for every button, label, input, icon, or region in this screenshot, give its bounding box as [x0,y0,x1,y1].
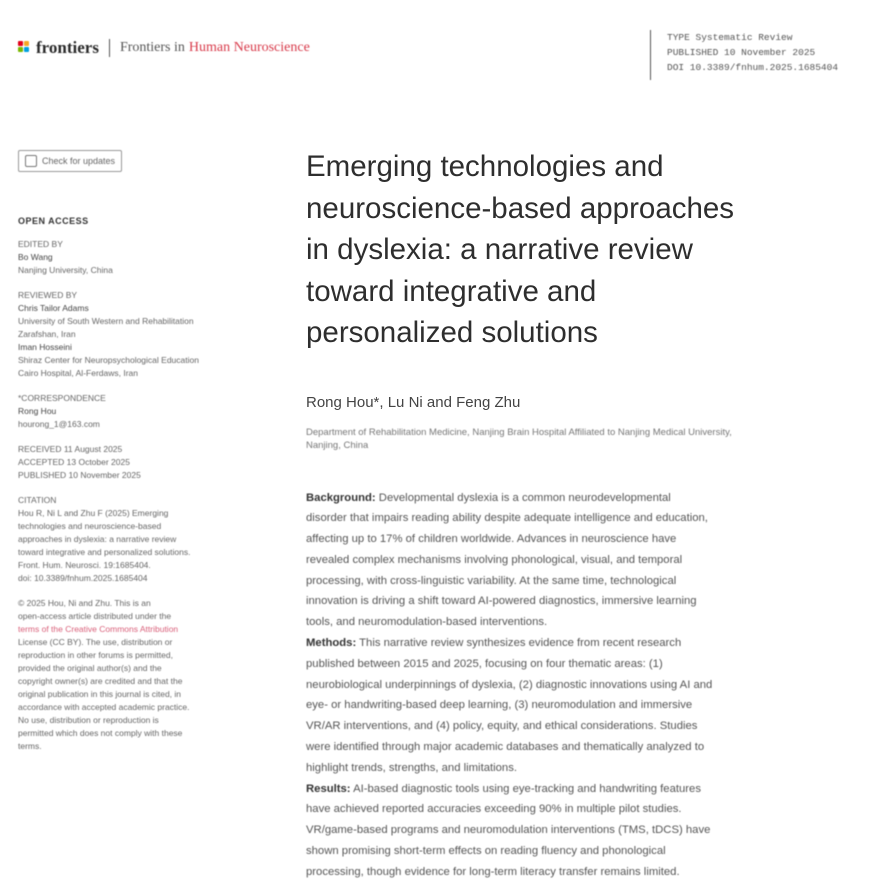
side-line: Iman Hosseini [18,342,72,352]
abstract-text: AI-based diagnostic tools using eye-tracking and handwriting features [350,782,701,795]
side-line: accordance with accepted academic practice. [18,702,190,712]
abstract-line [306,841,856,862]
article-doi[interactable]: DOI 10.3389/fnhum.2025.1685404 [667,62,839,73]
abstract-section-heading: Results: [306,782,351,795]
abstract-text: innovation is driving a shift toward AI-powered diagnostics, immersive learning [306,595,697,608]
article-type: TYPE Systematic Review [667,32,793,43]
side-line: copyright owner(s) are credited and that the [18,676,183,686]
abstract-section-heading: Methods: [306,637,357,650]
abstract-line [306,758,856,779]
title-line: personalized solutions [306,316,598,349]
side-line: *CORRESPONDENCE [18,393,106,403]
side-line: CITATION [18,495,57,505]
article-sidebar [18,150,268,753]
abstract-line [306,820,856,841]
side-line: No use, distribution or reproduction is [18,715,159,725]
affiliations [306,426,856,452]
side-line: REVIEWED BY [18,290,78,300]
side-line: License (CC BY). The use, distribution or [18,637,173,647]
article-meta [650,30,838,80]
abstract-text: Developmental dyslexia is a common neurodevelopmental [375,491,671,504]
correspondence [18,392,268,431]
side-line: Shiraz Center for Neuropsychological Education [18,355,199,365]
abstract-text: have achieved reported accuracies exceeding 90% in multiple pilot studies. [306,803,682,816]
side-line: terms. [18,741,42,751]
correspondence-email-link[interactable]: hourong_1@163.com [18,419,100,429]
side-line: Front. Hum. Neurosci. 19:1685404. [18,560,151,570]
side-line: Zarafshan, Iran [18,329,76,339]
abstract-text: tools, and neuromodulation-based interventions. [306,616,548,629]
open-access-label: OPEN ACCESS [18,216,89,226]
journal-header [18,38,310,58]
abstract-text: processing, with cross-linguistic variability. At the same time, technological [306,574,677,587]
citation [18,494,268,585]
side-line: Nanjing University, China [18,265,113,275]
abstract-text: published between 2015 and 2025, focusing on four thematic areas: (1) [306,657,663,670]
abstract-text: This narrative review synthesizes evidence from recent research [356,637,682,650]
affiliation-line: Nanjing, China [306,439,369,451]
abstract-text: shown promising short-term effects on reading fluency and phonological [306,845,666,858]
title-line: in dyslexia: a narrative review [306,233,693,266]
abstract-line [306,508,856,529]
title-line: neuroscience-based approaches [306,191,735,225]
abstract-line [306,737,856,758]
title-line: Emerging technologies and [306,150,664,183]
check-updates-icon [25,155,37,167]
abstract-line [306,612,856,633]
side-line: reproduction in other forums is permitted, [18,650,173,660]
side-line: Bo Wang [18,252,53,262]
abstract [306,488,856,883]
abstract-text: VR/game-based programs and neuromodulation interventions (TMS, tDCS) have [306,824,711,837]
abstract-text: highlight trends, strengths, and limitations. [306,761,517,774]
citation-doi-link[interactable]: doi: 10.3389/fnhum.2025.1685404 [18,573,148,583]
check-updates-label: Check for updates [42,156,116,166]
side-line: Rong Hou [18,406,57,416]
abstract-line [306,695,856,716]
title-line: toward integrative and [306,274,597,308]
side-line: provided the original author(s) and the [18,663,162,673]
abstract-text: disorder that impairs reading ability despite adequate intelligence and education, [306,512,708,525]
journal-name[interactable]: Human Neuroscience [188,40,310,55]
affiliation-line: Department of Rehabilitation Medicine, Nanjing Brain Hospital Affiliated to Nanjing Medical University, [306,426,732,438]
abstract-line [306,716,856,737]
abstract-text: neurobiological underpinnings of dyslexia, (2) diagnostic innovations using AI and [306,678,713,691]
article-main [306,146,856,883]
side-line: technologies and neuroscience-based [18,521,162,531]
abstract-text: affecting up to 17% of children worldwide. Advances in neuroscience have [306,533,677,546]
abstract-line [306,633,856,654]
abstract-text: processing, though evidence for long-term literacy transfer remains limited. [306,865,680,878]
abstract-line [306,571,856,592]
abstract-line [306,779,856,800]
abstract-line [306,654,856,675]
abstract-text: were identified through major academic databases and thematically analyzed to [306,741,705,754]
side-line: toward integrative and personalized solutions. [18,547,191,557]
side-line: permitted which does not comply with these [18,728,183,738]
side-line: ACCEPTED 13 October 2025 [18,457,130,467]
abstract-line [306,550,856,571]
abstract-section-heading: Background: [306,491,376,504]
journal-prefix: Frontiers in [119,40,185,55]
side-line: PUBLISHED 10 November 2025 [18,470,141,480]
frontiers-logo-icon [18,41,32,55]
side-line: original publication in this journal is cited, in [18,689,182,699]
side-line: RECEIVED 11 August 2025 [18,444,123,454]
side-line: © 2025 Hou, Ni and Zhu. This is an [18,598,151,608]
side-line: open-access article distributed under the [18,611,172,621]
check-updates-button[interactable] [18,150,122,172]
side-line: Chris Tailor Adams [18,303,89,313]
header-divider [109,39,110,57]
brand-name[interactable]: frontiers [36,38,99,57]
edited-by [18,238,268,277]
abstract-line [306,529,856,550]
side-line: Cairo Hospital, Al-Ferdaws, Iran [18,368,138,378]
side-line: approaches in dyslexia: a narrative review [18,534,177,544]
abstract-line [306,675,856,696]
copyright [18,597,268,753]
abstract-line [306,488,856,509]
abstract-text: eye- or handwriting-based deep learning, (3) neuromodulation and immersive [306,699,693,712]
side-line: Hou R, Ni L and Zhu F (2025) Emerging [18,508,169,518]
reviewed-by [18,289,268,380]
abstract-text: VR/AR interventions, and (4) policy, equity, and ethical considerations. Studies [306,720,698,733]
abstract-text: revealed complex mechanisms involving phonological, visual, and temporal [306,553,683,566]
license-link[interactable]: terms of the Creative Commons Attribution [18,624,179,634]
abstract-line [306,591,856,612]
side-line: University of South Western and Rehabilitation [18,316,194,326]
side-line: EDITED BY [18,239,63,249]
article-title [306,146,856,354]
author-list[interactable]: Rong Hou*, Lu Ni and Feng Zhu [306,393,521,411]
abstract-line [306,862,856,883]
article-published: PUBLISHED 10 November 2025 [667,47,816,58]
article-dates [18,443,268,482]
abstract-line [306,799,856,820]
